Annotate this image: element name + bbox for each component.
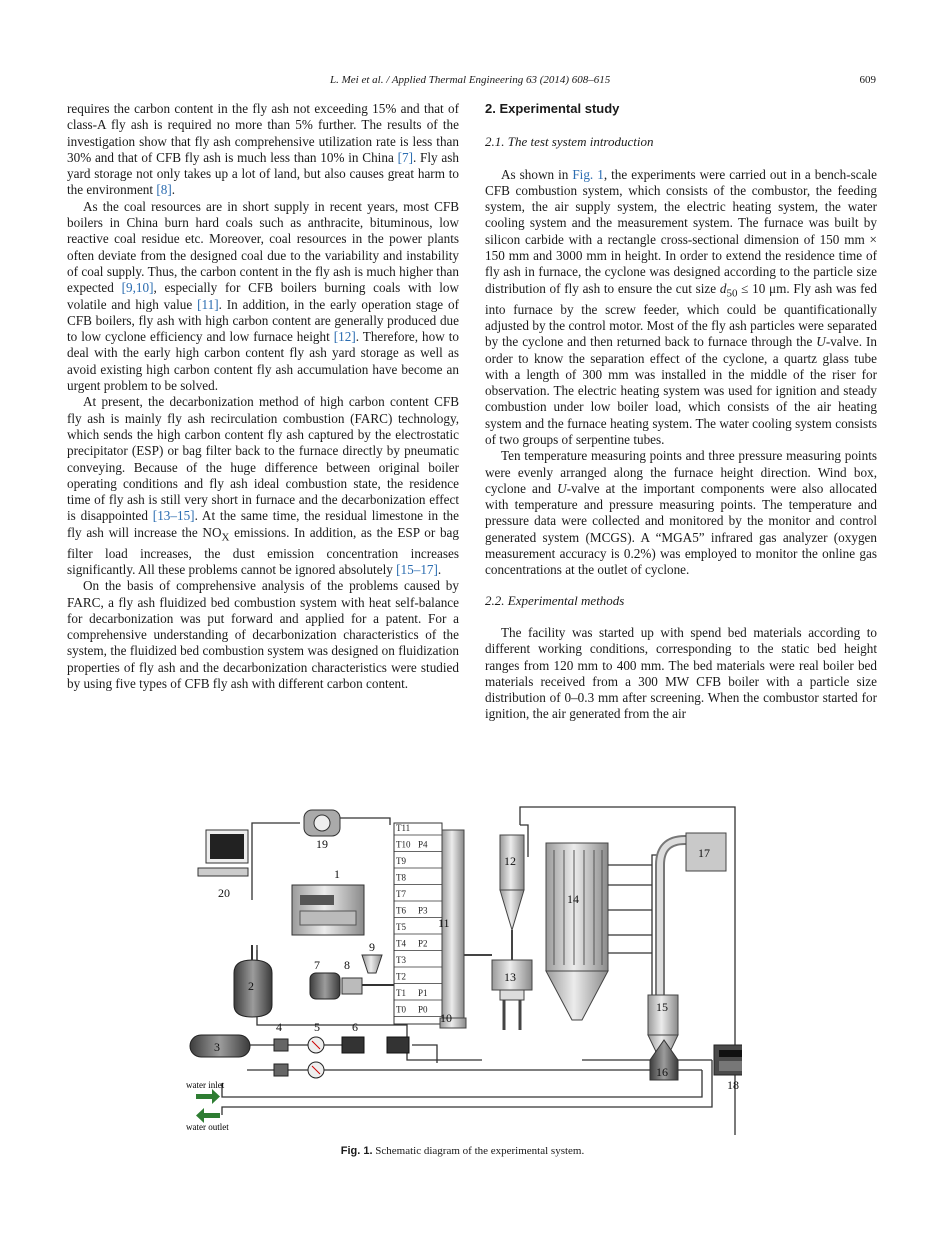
pressure-point-p2: P2: [418, 938, 428, 949]
label-12: 12: [504, 854, 516, 868]
subsection-title-2: 2.2. Experimental methods: [485, 592, 625, 608]
text-run: ≤ 10 μm. Fly ash was fed into furnace by the screw feeder, which could be quantificationally adjusted by the control motor. Most of the fly ash particles were separated by the cyclone and then returned back to furnace through the: [485, 280, 877, 350]
blower-fan: [190, 1035, 250, 1057]
citation-link[interactable]: [15–17]: [396, 561, 438, 577]
text-run: , the experiments were carried out in a bench-scale CFB combustion system, which consists of the combustor, the feeding system, the air supply system, the electric heating system, the water cooling system and the measurement system. The furnace was built by silicon carbide with a rectangle cross-sectional dimension of 150 mm × 150 mm and 3000 mm in height. In order to extend the residence time of fly ash in furnace, the cyclone was designed according to the particle size distribution of fly ash to ensure the cut size: [485, 166, 878, 296]
label-17: 17: [698, 846, 710, 860]
text-run: As the coal resources are in short supply in recent years, most CFB boilers in China burn hard coals such as anthracite, bituminous, low reactive coal residue etc. Moreover, coal resources in the power plants often deviate from the designed coal due to the variability and instability of coal supply. Thus, the carbon content in the fly ash is much higher than expected: [67, 198, 459, 296]
temp-point-t3: T3: [396, 955, 406, 965]
label-3: 3: [214, 1040, 220, 1054]
control-monitor: [714, 1045, 742, 1075]
water-outlet-label: water outlet: [186, 1122, 229, 1132]
text-run: The facility was started up with spend bed materials according to different working conditions, corresponding to the static bed height ranges from 120 mm to 400 mm. The bed materials were real boiler bed materials received from a 300 MW CFB boiler with a particle size distribution of 0–0.3 mm after screening. When the combustor started for ignition, the air generated from the air: [485, 624, 877, 722]
left-paragraph-3: [67, 394, 459, 578]
pressure-point-p4: P4: [418, 839, 428, 850]
pressure-point-p0: P0: [418, 1004, 428, 1015]
text-run: emissions. In addition, as the ESP or bag filter load increases, the dust emission concentration increases significantly. All these problems cannot be ignored absolutely: [67, 524, 459, 577]
schematic-diagram: [182, 805, 742, 1135]
label-19: 19: [316, 837, 328, 851]
right-column: [485, 101, 877, 723]
text-run: .: [437, 561, 442, 577]
u-valve: [464, 955, 532, 1030]
label-10: 10: [440, 1011, 452, 1025]
temp-point-t1: T1: [396, 988, 406, 998]
water-inlet-label: water inlet: [186, 1080, 225, 1090]
subscript: X: [221, 531, 230, 544]
page-header: [0, 70, 925, 90]
journal-citation: L. Mei et al. / Applied Thermal Engineering 63 (2014) 608–615: [330, 74, 611, 86]
temp-point-t10: T10: [396, 839, 411, 850]
caption-label: Fig. 1.: [340, 1145, 373, 1157]
text-run: , especially for CFB boilers burning coals with low volatile and high value: [67, 280, 459, 312]
text-run: On the basis of comprehensive analysis of the problems caused by FARC, a fly ash fluidized bed combustion system with heat self-balance for decarbonization was put forward and applied for a patent. For a comprehensive understanding of decarbonization characteristics of the system, the fluidized bed combustion system was designed on fluidization properties of fly ash and the decarbonization characteristics were studied by using five types of CFB fly ash with different carbon content.: [67, 578, 459, 692]
temp-point-t4: T4: [396, 938, 406, 949]
pressure-point-p1: P1: [418, 988, 428, 998]
text-run: -valve at the important components were also allocated with temperature and pressure measuring points. The temperature and pressure data were collected and monitored by the monitor and control generated system (MCGS). A “MGA5” infrared gas analyzer (oxygen measurement accuracy is 0.2%) was employed to monitor the online gas concentrations at the outlet of cyclone.: [485, 480, 878, 578]
valves-and-meters: [274, 1037, 409, 1078]
electric-heater: [292, 885, 364, 935]
label-5: 5: [314, 1020, 320, 1034]
left-paragraph-1: [67, 101, 459, 199]
text-run: At present, the decarbonization method of high carbon content CFB fly ash is mainly fly ash recirculation combustion (FARC) technology, which sends the high carbon content fly ash captured by the electrostatic precipitator (ESP) or bag filter back to the furnace directly by pneumatic conveying. Because of the huge difference between original boiler operating conditions and fly ash ideal combustion state, the residence time of fly ash is still very short in furnace and the decarbonization effect is disappointed: [67, 394, 459, 524]
label-8: 8: [344, 958, 350, 972]
temp-point-t11: T11: [396, 823, 411, 833]
subsection-title-1: 2.1. The test system introduction: [485, 134, 654, 150]
citation-link[interactable]: [12]: [333, 329, 356, 345]
text-run: . Therefore, how to deal with the early high carbon content fly ash yard storage as well as avoid existing high carbon content fly ash accumulation have become an urgent problem to be solved.: [67, 329, 459, 394]
label-2: 2: [248, 979, 254, 993]
citation-link[interactable]: [9,10]: [121, 280, 154, 296]
caption-text: Schematic diagram of the experimental system.: [372, 1145, 585, 1157]
temp-point-t8: T8: [396, 872, 406, 883]
label-18: 18: [727, 1078, 739, 1092]
left-paragraph-2: [67, 199, 459, 395]
left-column: [67, 101, 459, 692]
section-title: 2. Experimental study: [485, 101, 620, 116]
water-inlet-arrow: [196, 1089, 220, 1104]
italic-text: U: [557, 480, 567, 496]
page-number: 609: [859, 74, 876, 86]
citation-link[interactable]: [8]: [156, 182, 172, 198]
label-14: 14: [567, 892, 579, 906]
label-16: 16: [656, 1065, 668, 1079]
temp-point-t9: T9: [396, 856, 406, 866]
text-run: As shown in: [501, 166, 573, 182]
schematic-figure: [182, 805, 742, 1135]
feeder-motor: [310, 955, 394, 999]
temp-point-t2: T2: [396, 971, 406, 982]
citation-link[interactable]: Fig. 1: [572, 166, 604, 182]
label-20: 20: [218, 886, 230, 900]
italic-text: U: [816, 334, 826, 350]
temp-point-t0: T0: [396, 1004, 406, 1015]
italic-text: d: [719, 280, 727, 296]
figure-caption: [0, 1145, 925, 1157]
water-outlet-arrow: [196, 1108, 220, 1123]
text-run: -valve. In order to know the separation effect of the cyclone, a quartz glass tube with a length of 300 mm was installed in the middle of the riser for observation. The electric heating system was used for ignition and steady combustion under low boiler load, which consists of the air heating system and the furnace heating system. The water cooling system consists of two groups of serpentine tubes.: [485, 334, 877, 447]
heat-exchanger: [546, 843, 652, 1020]
left-paragraph-4: [67, 578, 459, 692]
text-run: requires the carbon content in the fly ash not exceeding 15% and that of class-A fly ash is required no more than 5% further. The results of the investigation show that fly ash comprehensive utilization rate is less than 30% and that of CFB fly ash is much less than 10% in China: [67, 101, 459, 165]
temp-point-t6: T6: [396, 905, 406, 916]
label-13: 13: [504, 970, 516, 984]
citation-link[interactable]: [11]: [197, 296, 219, 312]
gas-analyzer: [304, 810, 340, 836]
right-paragraph-1: [485, 167, 877, 449]
right-paragraph-3: [485, 625, 877, 723]
label-15: 15: [656, 1000, 668, 1014]
citation-link[interactable]: [7]: [397, 149, 413, 165]
label-11: 11: [438, 916, 450, 930]
citation-link[interactable]: [13–15]: [152, 508, 195, 524]
text-run: Ten temperature measuring points and three pressure measuring points were evenly arranged along the furnace height direction. Wind box, cyclone and: [485, 448, 877, 496]
label-7: 7: [314, 958, 320, 972]
temp-point-t5: T5: [396, 922, 406, 932]
label-4: 4: [276, 1020, 282, 1034]
text-run: . At the same time, the residual limestone in the fly ash will increase the NO: [67, 508, 459, 540]
pressure-point-p3: P3: [418, 905, 428, 916]
text-run: . Fly ash yard storage not only takes up a lot of land, but also causes great harm to the environment: [67, 149, 459, 198]
temp-point-t7: T7: [396, 889, 406, 899]
computer: [198, 830, 248, 876]
label-1: 1: [334, 867, 340, 881]
subscript: 50: [726, 287, 738, 300]
text-run: . In addition, in the early operation stage of CFB boilers, fly ash with high carbon content are generally produced due to low cyclone efficiency and low furnace height: [67, 296, 460, 345]
label-6: 6: [352, 1020, 358, 1034]
right-paragraph-2: [485, 448, 877, 578]
text-run: .: [171, 182, 176, 198]
label-9: 9: [369, 940, 375, 954]
